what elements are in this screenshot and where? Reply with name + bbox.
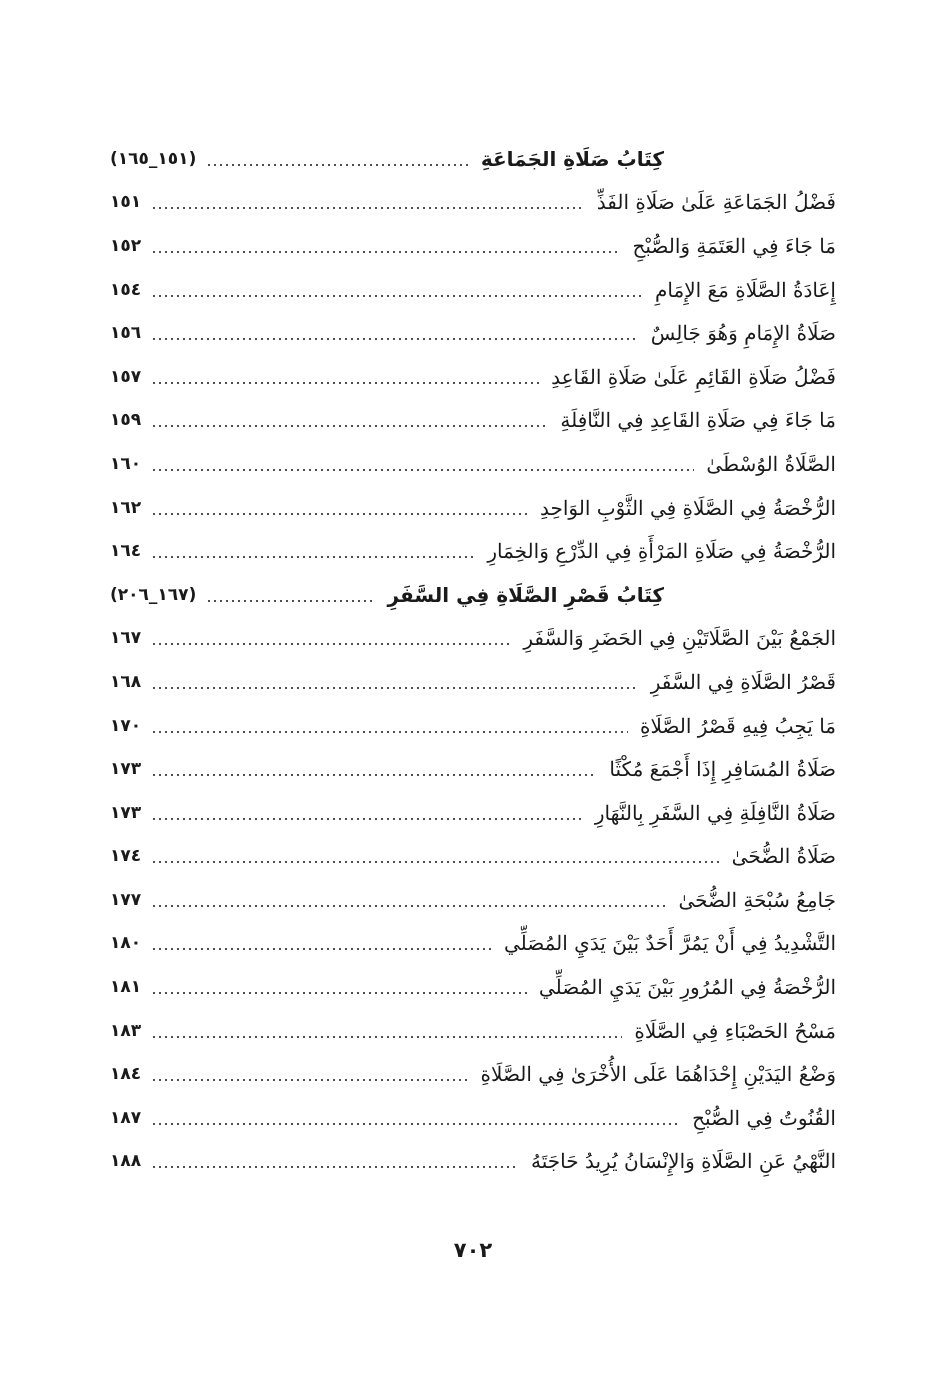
toc-entry-title: صَلَاةُ الإِمَامِ وَهُوَ جَالِسٌ <box>650 321 836 346</box>
leader-dots <box>151 687 639 689</box>
leader-dots <box>151 295 643 297</box>
toc-entry-page: ١٥٩ <box>110 410 142 431</box>
toc-entry-page: ١٦٧ <box>110 628 142 649</box>
toc-entry-page: ١٥٤ <box>110 279 142 300</box>
section-page-range: (١٦٧_٢٠٦) <box>110 584 197 605</box>
toc-entry-page: ١٦٠ <box>110 453 142 474</box>
table-of-contents <box>110 137 836 1183</box>
toc-entry-page: ١٥٦ <box>110 323 142 344</box>
toc-entry-page: ١٨٠ <box>110 933 142 954</box>
leader-dots <box>151 774 597 776</box>
leader-dots <box>151 382 539 384</box>
toc-entry <box>110 529 836 573</box>
toc-entry <box>110 268 836 312</box>
toc-entry <box>110 311 836 355</box>
toc-entry-page: ١٦٢ <box>110 497 142 518</box>
toc-entry-page: ١٨٧ <box>110 1107 142 1128</box>
leader-dots <box>151 818 583 820</box>
toc-entry-title: إِعَادَةُ الصَّلَاةِ مَعَ الإِمَامِ <box>655 277 836 302</box>
leader-dots <box>206 164 469 166</box>
toc-entry-title: فَضْلُ الجَمَاعَةِ عَلَىٰ صَلَاةِ الفَذِّ <box>596 190 836 215</box>
toc-entry-title: القُنُوتُ فِي الصُّبْحِ <box>692 1105 836 1130</box>
toc-entry-page: ١٧٤ <box>110 846 142 867</box>
toc-entry <box>110 878 836 922</box>
toc-entry-page: ١٧٠ <box>110 715 142 736</box>
leader-dots <box>151 251 620 253</box>
toc-entry-page: ١٥٧ <box>110 366 142 387</box>
toc-entry <box>110 922 836 966</box>
toc-entry <box>110 617 836 661</box>
section-heading: كِتَابُ صَلَاةِ الجَمَاعَةِ <box>480 146 664 171</box>
toc-entry-title: صَلَاةُ الضُّحَىٰ <box>731 844 836 869</box>
leader-dots <box>151 1036 622 1038</box>
leader-dots <box>151 1123 680 1125</box>
toc-entry <box>110 486 836 530</box>
toc-entry-title: الجَمْعُ بَيْنَ الصَّلَاتَيْنِ فِي الحَضَرِ وَالسَّفَرِ <box>523 626 836 651</box>
leader-dots <box>151 425 548 427</box>
section-heading-row <box>110 573 836 617</box>
section-heading: كِتَابُ قَصْرِ الصَّلَاةِ فِي السَّفَرِ <box>387 582 664 607</box>
toc-entry-page: ١٦٨ <box>110 671 142 692</box>
toc-entry-title: الرُّخْصَةُ فِي الصَّلَاةِ فِي الثَّوْبِ الوَاحِدِ <box>539 495 836 520</box>
toc-entry-title: الرُّخْصَةُ فِي صَلَاةِ المَرْأَةِ فِي الدِّرْعِ وَالخِمَارِ <box>487 539 836 564</box>
toc-entry-title: التَّشْدِيدُ فِي أَنْ يَمُرَّ أَحَدٌ بَيْنَ يَدَيِ المُصَلِّي <box>503 931 836 956</box>
toc-entry-title: مَا جَاءَ فِي صَلَاةِ القَاعِدِ فِي النَّافِلَةِ <box>560 408 836 433</box>
toc-entry <box>110 1140 836 1184</box>
toc-entry-page: ١٦٤ <box>110 541 142 562</box>
toc-entry <box>110 660 836 704</box>
toc-entry-title: مَا يَجِبُ فِيهِ قَصْرُ الصَّلَاةِ <box>639 713 836 738</box>
toc-entry <box>110 399 836 443</box>
toc-entry <box>110 224 836 268</box>
toc-entry-page: ١٥١ <box>110 192 142 213</box>
toc-entry-title: قَصْرُ الصَّلَاةِ فِي السَّفَرِ <box>650 669 836 694</box>
toc-entry <box>110 965 836 1009</box>
toc-entry <box>110 747 836 791</box>
toc-entry-title: صَلَاةُ النَّافِلَةِ فِي السَّفَرِ بِالنَّهَارِ <box>594 800 836 825</box>
leader-dots <box>151 643 511 645</box>
leader-dots <box>151 731 628 733</box>
toc-entry-title: مَا جَاءَ فِي العَتَمَةِ وَالصُّبْحِ <box>632 233 836 258</box>
toc-entry-page: ١٥٢ <box>110 235 142 256</box>
toc-entry-title: فَضْلُ صَلَاةِ القَائِمِ عَلَىٰ صَلَاةِ القَاعِدِ <box>551 364 836 389</box>
leader-dots <box>151 992 527 994</box>
toc-entry-page: ١٨٣ <box>110 1020 142 1041</box>
leader-dots <box>206 600 375 602</box>
toc-entry-page: ١٧٣ <box>110 759 142 780</box>
toc-entry-page: ١٨١ <box>110 977 142 998</box>
leader-dots <box>151 207 585 209</box>
leader-dots <box>151 1079 468 1081</box>
toc-entry <box>110 1096 836 1140</box>
leader-dots <box>151 948 492 950</box>
toc-entry <box>110 1009 836 1053</box>
toc-entry <box>110 442 836 486</box>
toc-entry-page: ١٧٧ <box>110 889 142 910</box>
toc-entry <box>110 835 836 879</box>
toc-entry-title: النَّهْيُ عَنِ الصَّلَاةِ وَالإِنْسَانُ يُرِيدُ حَاجَتَهُ <box>531 1149 836 1174</box>
toc-entry-title: جَامِعُ سُبْحَةِ الضُّحَىٰ <box>678 887 836 912</box>
leader-dots <box>151 1166 519 1168</box>
section-page-range: (١٥١_١٦٥) <box>110 148 197 169</box>
toc-entry-title: الصَّلَاةُ الوُسْطَىٰ <box>706 451 836 476</box>
toc-entry-title: وَضْعُ اليَدَيْنِ إِحْدَاهُمَا عَلَى الأُخْرَىٰ فِي الصَّلَاةِ <box>480 1062 836 1087</box>
leader-dots <box>151 861 720 863</box>
toc-entry <box>110 355 836 399</box>
leader-dots <box>151 905 666 907</box>
toc-entry <box>110 791 836 835</box>
leader-dots <box>151 469 694 471</box>
toc-entry <box>110 704 836 748</box>
page-number: ٧٠٢ <box>453 1238 493 1262</box>
toc-entry <box>110 1052 836 1096</box>
toc-entry <box>110 181 836 225</box>
toc-entry-title: مَسْحُ الحَصْبَاءِ فِي الصَّلَاةِ <box>634 1018 836 1043</box>
toc-entry-title: صَلَاةُ المُسَافِرِ إِذَا أَجْمَعَ مُكْثًا <box>609 757 836 782</box>
toc-entry-page: ١٨٤ <box>110 1064 142 1085</box>
toc-entry-page: ١٧٣ <box>110 802 142 823</box>
leader-dots <box>151 338 639 340</box>
toc-entry-title: الرُّخْصَةُ فِي المُرُورِ بَيْنَ يَدَيِ المُصَلِّي <box>538 975 836 1000</box>
leader-dots <box>151 556 475 558</box>
leader-dots <box>151 513 528 515</box>
section-heading-row <box>110 137 836 181</box>
toc-entry-page: ١٨٨ <box>110 1151 142 1172</box>
